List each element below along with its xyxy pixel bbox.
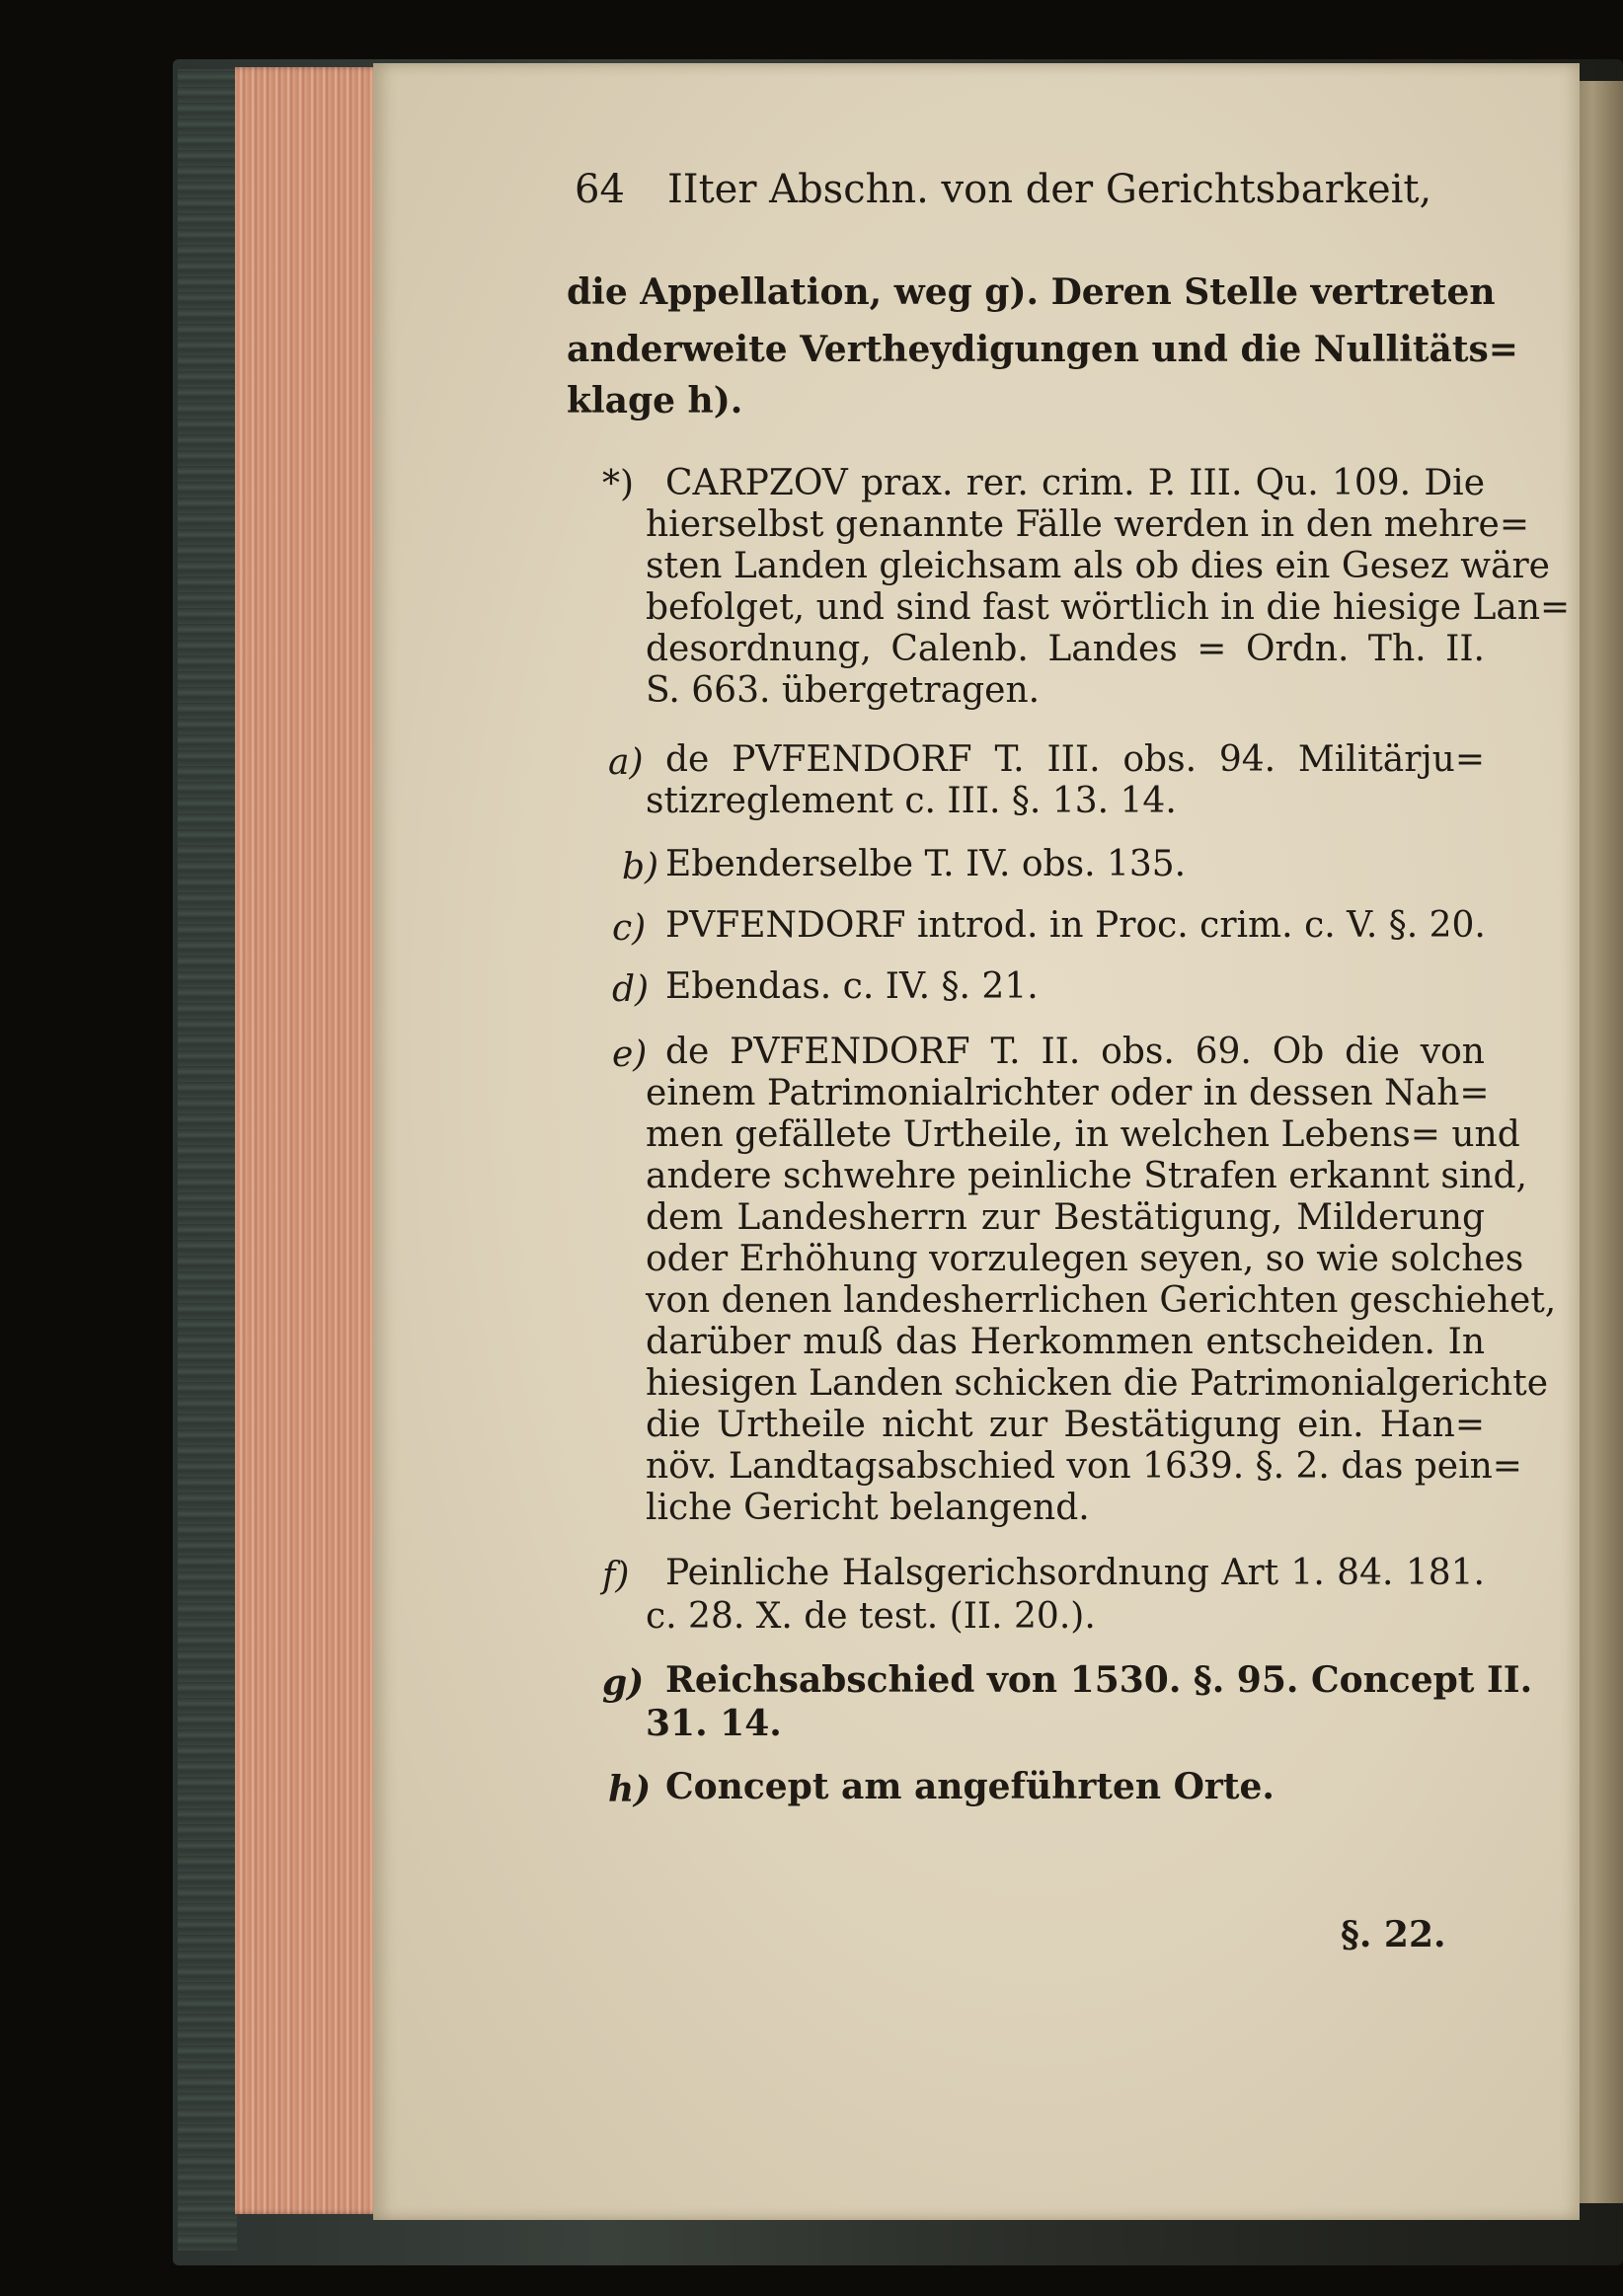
footnote-mark-e: e): [612, 1034, 648, 1075]
footnote-e-line-12: liche Gericht belangend.: [646, 1488, 1090, 1528]
footnote-mark-star: *): [602, 464, 635, 504]
footnote-mark-c: c): [612, 908, 647, 949]
body-line-1: die Appellation, weg g). Deren Stelle vertreten: [567, 271, 1496, 313]
footnote-e-line-4: andere schwehre peinliche Strafen erkannt sind,: [646, 1156, 1528, 1196]
footnote-star-line-2: hierselbst genannte Fälle werden in den mehre=: [646, 504, 1530, 545]
catchword: §. 22.: [1341, 1914, 1446, 1955]
footnote-mark-f: f): [602, 1556, 630, 1596]
footnote-star-line-5: desordnung, Calenb. Landes = Ordn. Th. II.: [646, 629, 1485, 669]
footnote-a-line-1: de PVFENDORF T. III. obs. 94. Militärju=: [665, 739, 1485, 780]
footnote-e-line-5: dem Landesherrn zur Bestätigung, Milderung: [646, 1197, 1485, 1238]
footnote-c-line-1: PVFENDORF introd. in Proc. crim. c. V. §. 20.: [665, 905, 1486, 946]
page-number: 64: [575, 167, 625, 212]
body-line-2: anderweite Vertheydigungen und die Nullitäts=: [567, 329, 1518, 370]
footnote-f-line-1: Peinliche Halsgerichsordnung Art 1. 84. 181.: [665, 1553, 1485, 1593]
footnote-e-line-10: die Urtheile nicht zur Bestätigung ein. Han=: [646, 1405, 1485, 1445]
body-line-3: klage h).: [567, 380, 743, 421]
footnote-b-line-1: Ebenderselbe T. IV. obs. 135.: [665, 844, 1187, 884]
footnote-e-line-1: de PVFENDORF T. II. obs. 69. Ob die von: [665, 1032, 1485, 1072]
footnote-e-line-2: einem Patrimonialrichter oder in dessen Nah=: [646, 1073, 1490, 1113]
footnote-star-line-3: sten Landen gleichsam als ob dies ein Gesez wäre: [646, 546, 1550, 586]
footnote-mark-h: h): [608, 1769, 652, 1810]
footnote-mark-d: d): [612, 969, 650, 1010]
footnote-e-line-7: von denen landesherrlichen Gerichten geschiehet,: [646, 1280, 1557, 1321]
page-edges: [235, 67, 393, 2214]
footnote-e-line-3: men gefällete Urtheile, in welchen Lebens= und: [646, 1114, 1520, 1155]
footnote-g-line-2: 31. 14.: [646, 1703, 782, 1744]
footnote-d-line-1: Ebendas. c. IV. §. 21.: [665, 966, 1039, 1007]
footnote-g-line-1: Reichsabschied von 1530. §. 95. Concept II.: [665, 1659, 1533, 1701]
footnote-e-line-6: oder Erhöhung vorzulegen seyen, so wie solches: [646, 1239, 1524, 1279]
footnote-h-line-1: Concept am angeführten Orte.: [665, 1766, 1275, 1807]
footnote-star-line-6: S. 663. übergetragen.: [646, 670, 1041, 711]
footnote-mark-a: a): [608, 742, 644, 783]
running-head: IIter Abschn. von der Gerichtsbarkeit,: [667, 167, 1432, 212]
footnote-e-line-11: növ. Landtagsabschied von 1639. §. 2. das pein=: [646, 1446, 1522, 1487]
footnote-f-line-2: c. 28. X. de test. (II. 20.).: [646, 1596, 1096, 1637]
footnote-e-line-9: hiesigen Landen schicken die Patrimonialgerichte: [646, 1363, 1548, 1404]
footnote-mark-b: b): [622, 847, 659, 887]
footnote-star-line-1: CARPZOV prax. rer. crim. P. III. Qu. 109. Die: [665, 463, 1485, 503]
footnote-e-line-8: darüber muß das Herkommen entscheiden. In: [646, 1322, 1485, 1362]
footnote-star-line-4: befolget, und sind fast wörtlich in die hiesige Lan=: [646, 587, 1571, 628]
footnote-a-line-2: stizreglement c. III. §. 13. 14.: [646, 781, 1177, 821]
cover-edge: [178, 69, 237, 2251]
footnote-mark-g: g): [602, 1662, 645, 1704]
